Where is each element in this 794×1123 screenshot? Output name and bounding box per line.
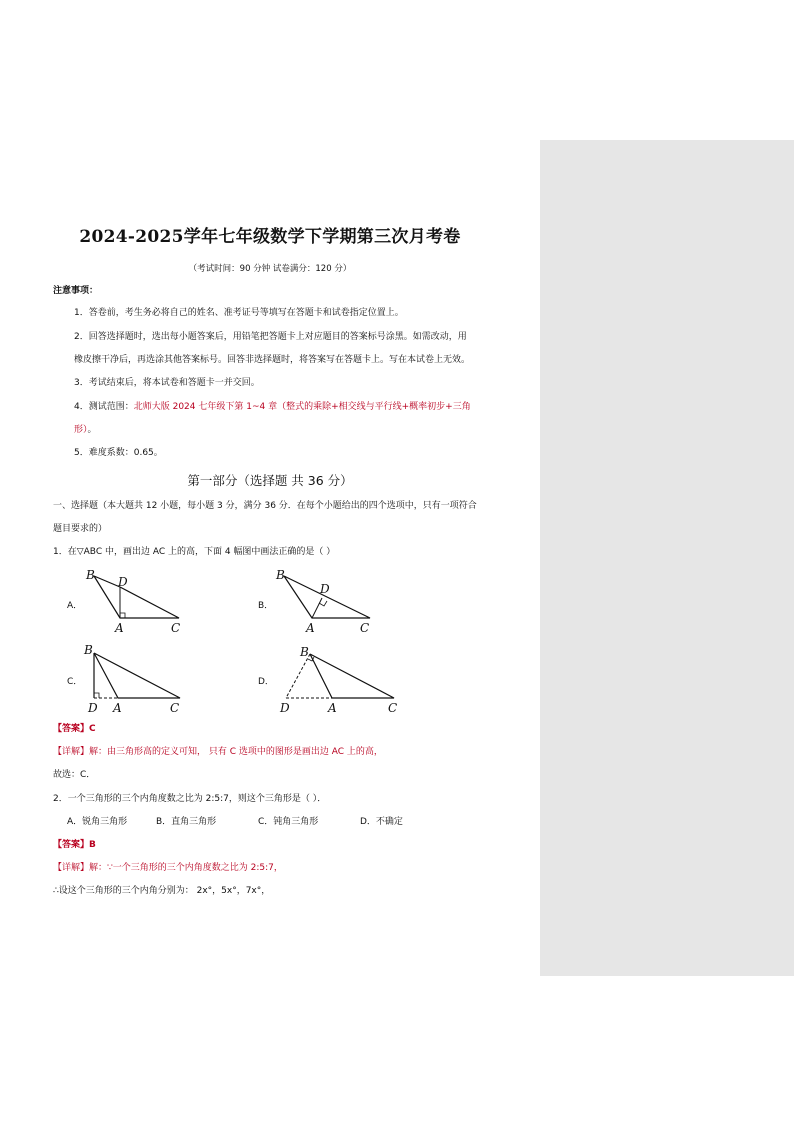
q2-option-a: A．锐角三角形 xyxy=(67,817,128,827)
vertex-label-a: A xyxy=(306,621,315,635)
exam-info: （考试时间：90 分钟 试卷满分：120 分） xyxy=(188,264,352,274)
q1-option-b-label: B． xyxy=(258,601,274,611)
notice-4-prefix: 4．测试范围： xyxy=(74,402,134,412)
notice-heading: 注意事项： xyxy=(53,286,99,296)
q1-answer: 【答案】C xyxy=(53,724,96,734)
page-title: 2024-2025学年七年级数学下学期第三次月考卷 xyxy=(79,227,461,247)
vertex-label-d: D xyxy=(88,701,98,715)
vertex-label-b: B xyxy=(276,568,285,582)
q1-figure-b xyxy=(270,565,380,637)
vertex-label-d: D xyxy=(280,701,290,715)
q2-option-c: C．钝角三角形 xyxy=(258,817,319,827)
q2-explanation: 【详解】解：∵一个三角形的三个内角度数之比为 2:5:7， xyxy=(53,863,283,873)
notice-4-scope: 北师大版 2024 七年级下第 1~4 章（整式的乘除+相交线与平行线+概率初步+三角 xyxy=(133,402,471,412)
section-intro: 一、选择题（本大题共 12 小题，每小题 3 分，满分 36 分．在每个小题给出的四个选项中，只有一项符合 xyxy=(53,501,477,511)
vertex-label-c: C xyxy=(360,621,370,635)
vertex-label-a: A xyxy=(113,701,122,715)
vertex-label-a: A xyxy=(115,621,124,635)
notice-4-end: 。 xyxy=(87,425,97,435)
q1-figure-a xyxy=(80,565,190,637)
notice-item-2-cont: 橡皮擦干净后，再选涂其他答案标号。回答非选择题时，将答案写在答题卡上。写在本试卷上无效。 xyxy=(74,355,471,365)
q2-option-d: D．不确定 xyxy=(360,817,403,827)
vertex-label-c: C xyxy=(388,701,398,715)
q1-option-c-label: C． xyxy=(67,677,83,687)
vertex-label-d: D xyxy=(118,575,128,589)
notice-item-5: 5．难度系数：0.65。 xyxy=(74,448,163,458)
vertex-label-b: B xyxy=(86,568,95,582)
q2-answer: 【答案】B xyxy=(53,840,96,850)
notice-4-scope-cont: 形） xyxy=(74,425,88,435)
question-2-stem: 2．一个三角形的三个内角度数之比为 2:5:7，则这个三角形是（ ）． xyxy=(53,794,327,804)
notice-item-3: 3．考试结束后，将本试卷和答题卡一并交回。 xyxy=(74,378,260,388)
q1-explanation: 【详解】解：由三角形高的定义可知， 只有 C 选项中的图形是画出边 AC 上的高， xyxy=(53,747,383,757)
q2-step: ∴设这个三角形的三个内角分别为： 2x°，5x°，7x°， xyxy=(53,886,271,896)
vertex-label-b: B xyxy=(84,643,93,657)
notice-item-1: 1．答卷前，考生务必将自己的姓名、准考证号等填写在答题卡和试卷指定位置上。 xyxy=(74,308,404,318)
vertex-label-d: D xyxy=(320,582,330,596)
notice-item-4 xyxy=(74,401,471,413)
notice-item-2: 2．回答选择题时，选出每小题答案后，用铅笔把答题卡上对应题目的答案标号涂黑。如需改动，用 xyxy=(74,332,467,342)
q1-option-d-label: D． xyxy=(258,677,274,687)
section-title: 第一部分（选择题 共 36 分） xyxy=(187,473,353,488)
comment-margin-panel xyxy=(540,140,794,976)
question-1-stem: 1．在▽ABC 中，画出边 AC 上的高，下面 4 幅图中画法正确的是（ ） xyxy=(53,547,336,557)
vertex-label-c: C xyxy=(170,701,180,715)
vertex-label-a: A xyxy=(328,701,337,715)
q1-figure-d xyxy=(272,640,402,718)
q1-figure-c xyxy=(80,640,195,718)
q2-option-b: B．直角三角形 xyxy=(156,817,217,827)
notice-item-4-cont xyxy=(74,424,97,436)
vertex-label-c: C xyxy=(171,621,181,635)
section-intro-cont: 题目要求的） xyxy=(53,524,108,534)
vertex-label-b: B xyxy=(300,645,309,659)
q1-conclusion: 故选：C． xyxy=(53,770,96,780)
q1-option-a-label: A． xyxy=(67,601,83,611)
